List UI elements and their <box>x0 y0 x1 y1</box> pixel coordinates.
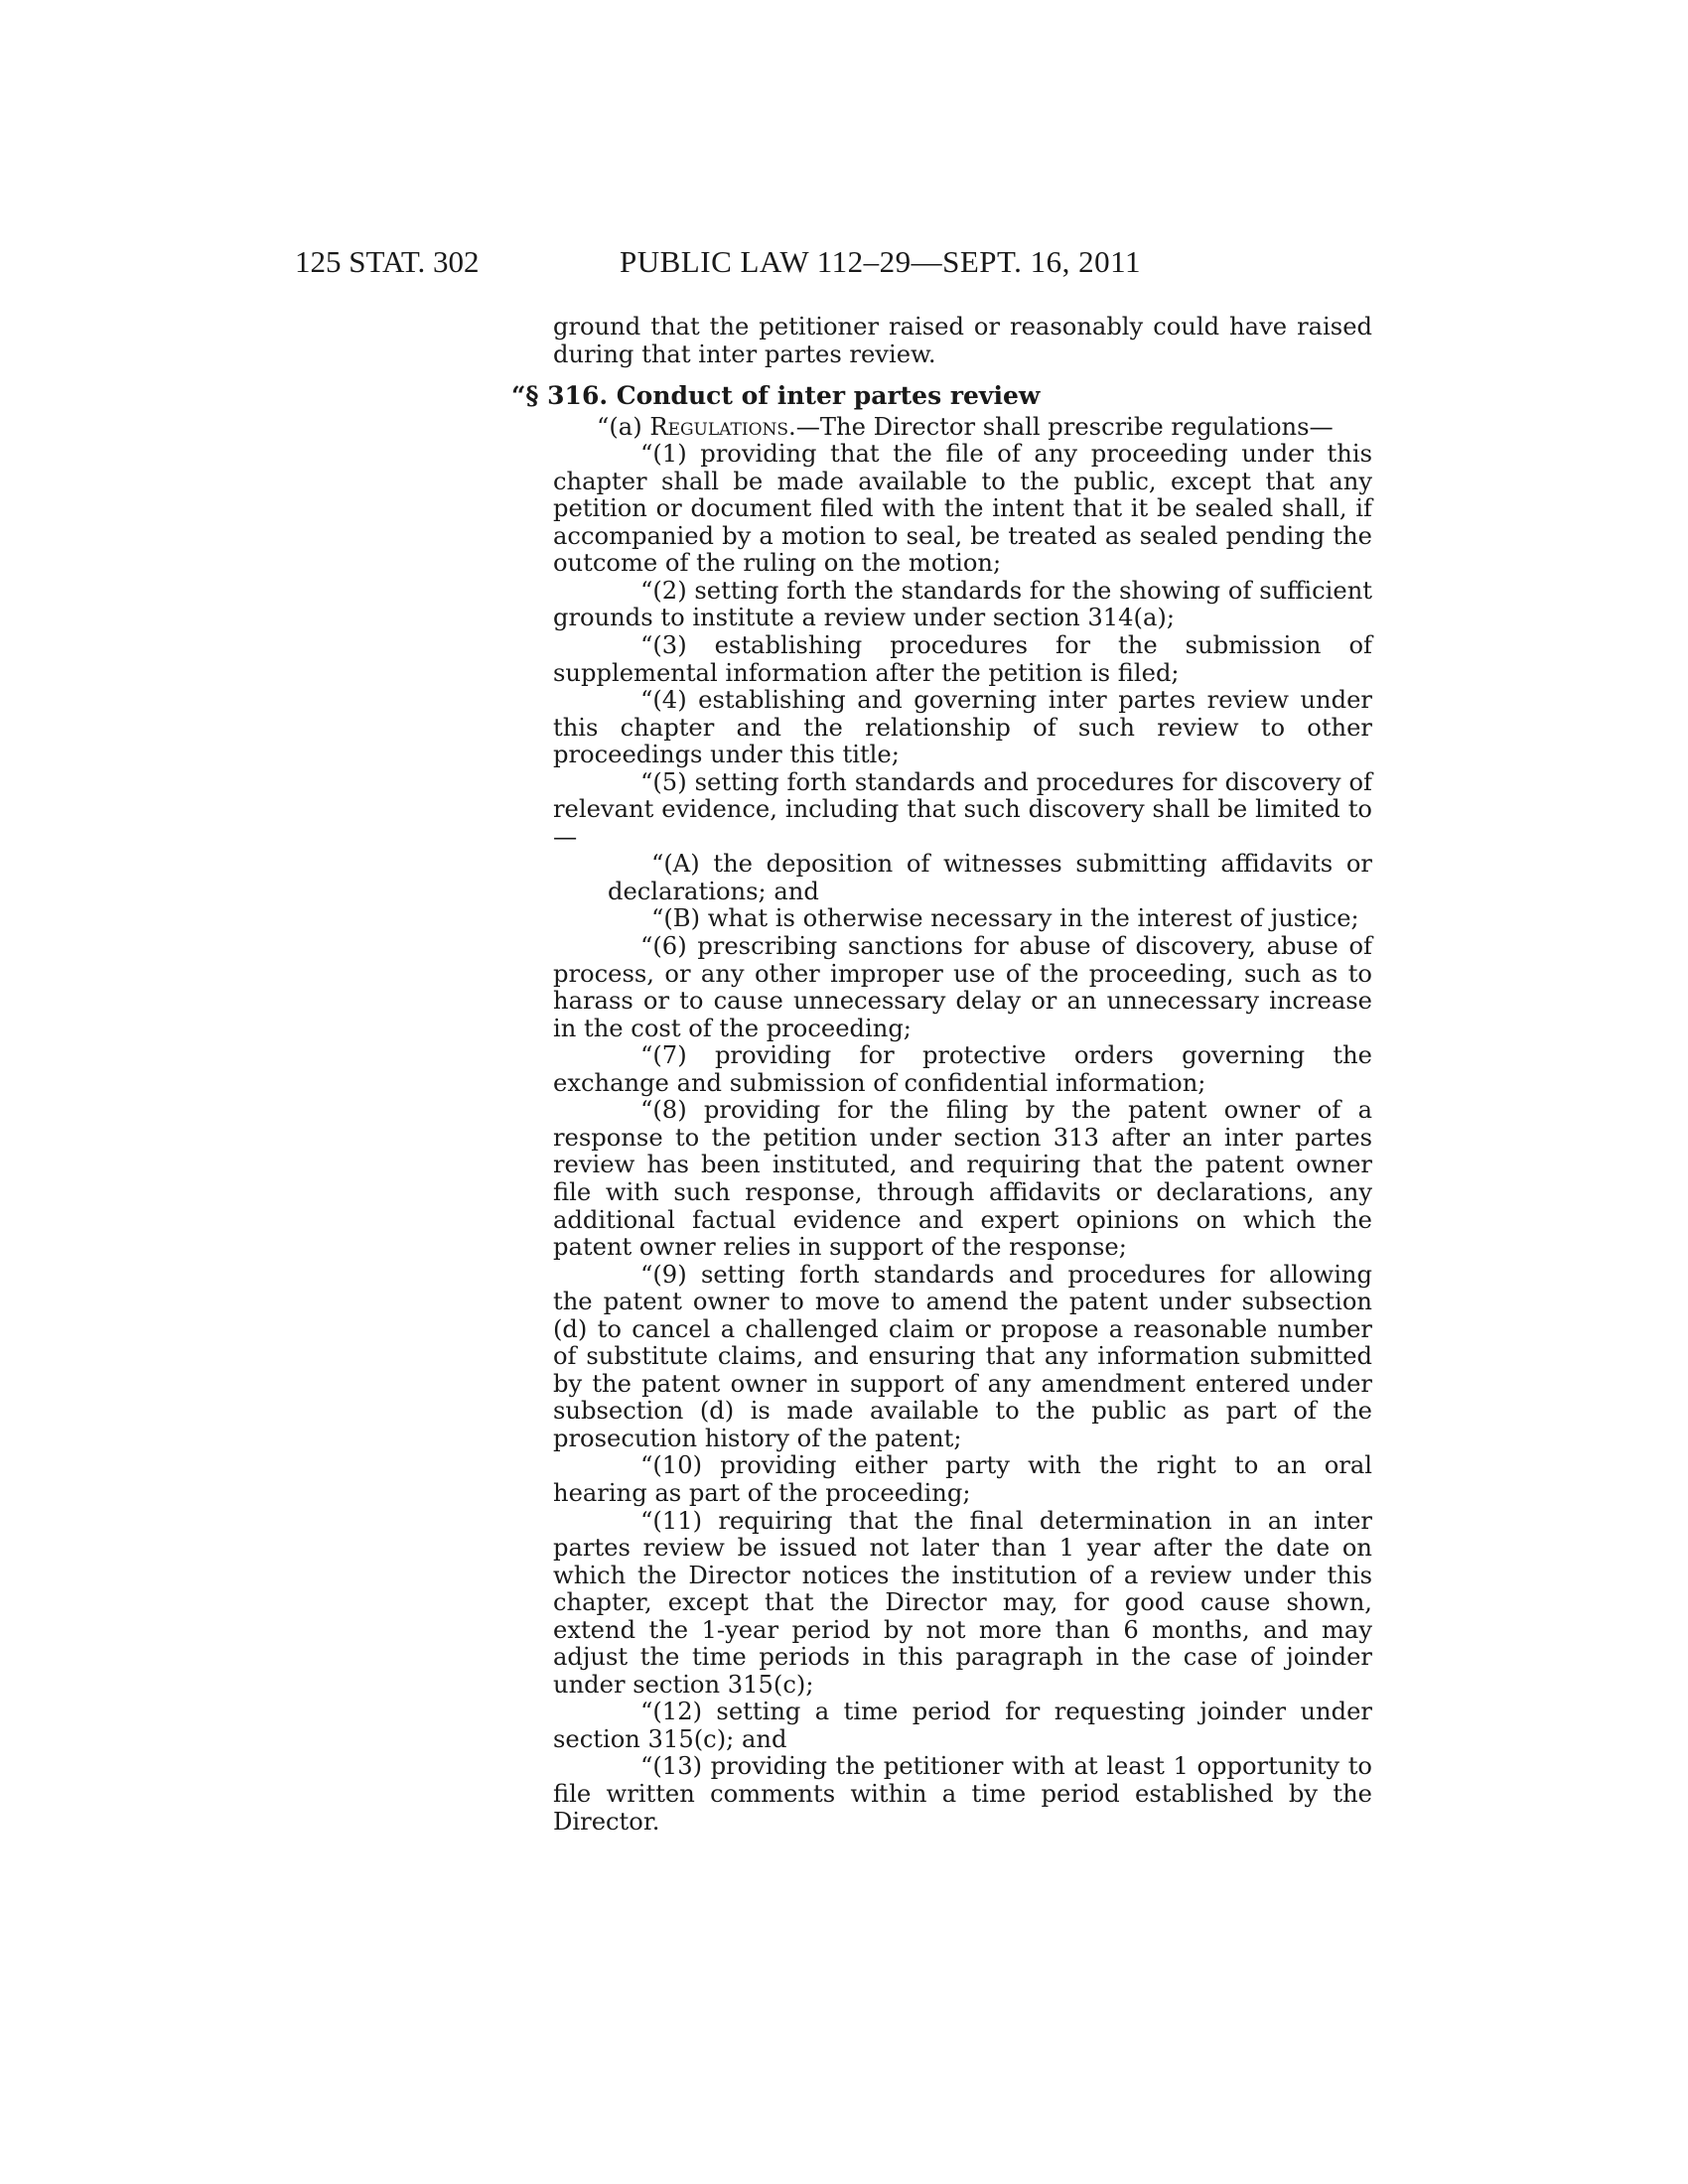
paragraph-13: “(13) providing the petitioner with at least 1 opportunity to file written comments within a time period established by the Director. <box>553 1752 1372 1836</box>
paragraph-9: “(9) setting forth standards and procedures for allowing the patent owner to move to amend the patent under subsection (d) to cancel a challenged claim or propose a reasonable number of substitute claims, and ensuring that any information submitted by the patent owner in support of any amendment entered under subsection (d) is made available to the public as part of the prosecution history of the patent; <box>553 1260 1372 1452</box>
paragraph-5: “(5) setting forth standards and procedures for discovery of relevant evidence, including that such discovery shall be limited to— <box>553 767 1372 851</box>
subsection-a-label: “(a) <box>597 412 650 441</box>
paragraph-1: “(1) providing that the file of any proceeding under this chapter shall be made available to the public, except that any petition or document filed with the intent that it be sealed shall, if accompanied by a motion to seal, be treated as sealed pending the outcome of the ruling on the motion; <box>553 440 1372 578</box>
public-law-citation: PUBLIC LAW 112–29—SEPT. 16, 2011 <box>620 244 1142 279</box>
subsection-a-text: .—The Director shall prescribe regulations— <box>788 412 1334 441</box>
paragraph-8: “(8) providing for the filing by the patent owner of a response to the petition under section 313 after an inter partes review has been instituted, and requiring that the patent owner file with such response, through affidavits or declarations, any additional factual evidence and expert opinions on which the patent owner relies in support of the response; <box>553 1096 1372 1262</box>
paragraph-11: “(11) requiring that the final determination in an inter partes review be issued not later than 1 year after the date on which the Director notices the institution of a review under this chapter, except that the Director may, for good cause shown, extend the 1-year period by not more than 6 months, and may adjust the time periods in this paragraph in the case of joinder under section 315(c); <box>553 1506 1372 1699</box>
section-heading: “§ 316. Conduct of inter partes review <box>511 381 1041 411</box>
paragraph-4: “(4) establishing and governing inter partes review under this chapter and the relationship of such review to other proceedings under this title; <box>553 686 1372 769</box>
paragraph-10: “(10) providing either party with the right to an oral hearing as part of the proceeding; <box>553 1451 1372 1507</box>
subparagraph-b: “(B) what is otherwise necessary in the interest of justice; <box>651 904 1359 933</box>
subparagraph-a: “(A) the deposition of witnesses submitting affidavits or declarations; and <box>608 850 1372 905</box>
document-body <box>511 313 1372 1836</box>
statute-page-number: 125 STAT. 302 <box>295 244 480 279</box>
paragraph-12: “(12) setting a time period for requesting joinder under section 315(c); and <box>553 1698 1372 1753</box>
paragraph-2: “(2) setting forth the standards for the showing of sufficient grounds to institute a review under section 314(a); <box>553 576 1372 632</box>
paragraph-6: “(6) prescribing sanctions for abuse of discovery, abuse of process, or any other improper use of the proceeding, such as to harass or to cause unnecessary delay or an unnecessary increase in the cost of the proceeding; <box>553 932 1372 1042</box>
paragraph-3: “(3) establishing procedures for the submission of supplemental information after the petition is filed; <box>553 631 1372 687</box>
subsection-a-caption: Regulations <box>649 412 789 441</box>
page-header <box>0 244 1688 284</box>
subsection-a <box>553 414 1372 442</box>
paragraph-7: “(7) providing for protective orders governing the exchange and submission of confidential information; <box>553 1041 1372 1097</box>
continuation-paragraph: ground that the petitioner raised or reasonably could have raised during that inter partes review. <box>553 313 1372 368</box>
